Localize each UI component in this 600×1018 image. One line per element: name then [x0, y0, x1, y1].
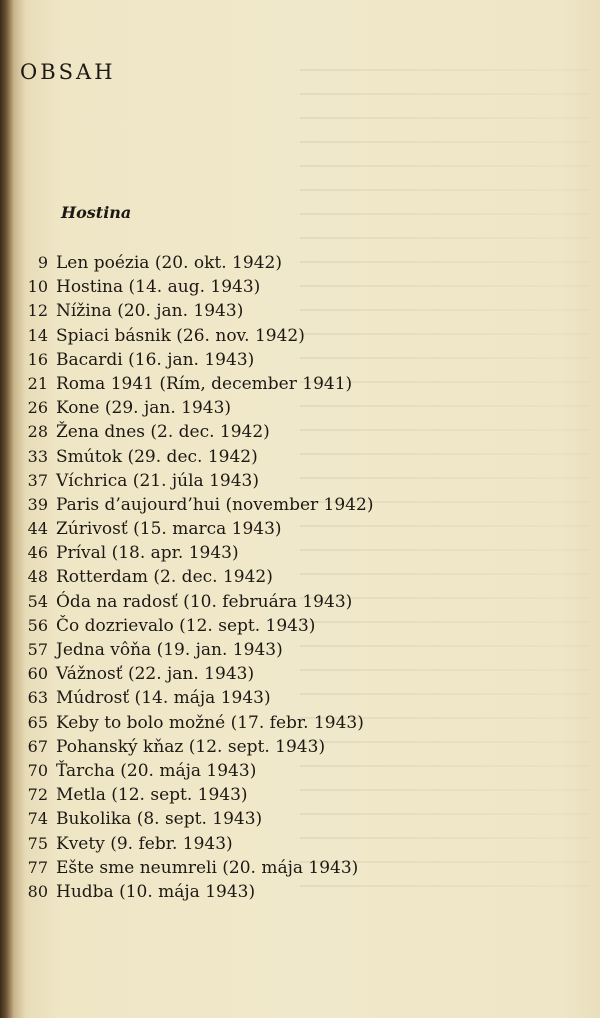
toc-page-number: 16 [27, 349, 48, 369]
toc-entry [10, 834, 373, 858]
toc-entry [10, 616, 373, 640]
toc-page-number: 10 [27, 277, 48, 297]
toc-page-number: 44 [27, 519, 48, 539]
toc-page-number: 26 [27, 398, 48, 418]
page-title: OBSAH [20, 60, 116, 84]
toc-page-number: 28 [27, 422, 48, 442]
toc-entry [10, 882, 373, 906]
toc-entry [10, 640, 373, 664]
toc-entry [10, 809, 373, 833]
toc-page-number: 77 [27, 857, 48, 877]
toc-page-number: 57 [27, 640, 48, 659]
toc-page-number: 72 [27, 785, 48, 805]
toc-entry [10, 688, 373, 712]
toc-entry [10, 664, 373, 688]
toc-page-number: 60 [27, 664, 48, 684]
section-heading: Hostina [61, 203, 132, 222]
toc-page-number: 12 [27, 301, 48, 321]
toc-entry-title: Čo dozrievalo (12. sept. 1943) [56, 615, 316, 636]
toc-entry [10, 785, 373, 809]
toc-page-number: 14 [27, 325, 48, 345]
toc-entry-title: Spiaci básnik (26. nov. 1942) [56, 325, 305, 346]
toc-entry [10, 398, 373, 422]
toc-entry-title: Víchrica (21. júla 1943) [56, 470, 259, 491]
toc-page-number: 56 [27, 615, 48, 635]
toc-entry [10, 471, 373, 495]
toc-entry-title: Nížina (20. jan. 1943) [56, 301, 244, 322]
toc-entry [10, 761, 373, 785]
toc-entry-title: Bacardi (16. jan. 1943) [56, 349, 255, 370]
toc-entry-title: Hostina (14. aug. 1943) [56, 277, 261, 298]
toc-entry-title: Roma 1941 (Rím, december 1941) [56, 373, 353, 394]
toc-entry-title: Ťarcha (20. mája 1943) [56, 760, 257, 781]
toc-entry [10, 858, 373, 882]
toc-entry-title: Žena dnes (2. dec. 1942) [56, 422, 270, 443]
toc-entry-title: Ešte sme neumreli (20. mája 1943) [56, 857, 359, 878]
toc-entry [10, 253, 373, 277]
toc-entry-title: Keby to bolo možné (17. febr. 1943) [56, 712, 364, 733]
toc-entry-title: Príval (18. apr. 1943) [56, 543, 239, 564]
toc-entry-title: Kvety (9. febr. 1943) [56, 833, 233, 854]
toc-entry [10, 519, 373, 543]
toc-page-number: 39 [27, 494, 48, 514]
toc-page-number: 67 [27, 736, 48, 756]
toc-page-number: 54 [27, 591, 48, 611]
toc-page-number: 74 [27, 809, 48, 829]
toc-entry-title: Múdrosť (14. mája 1943) [56, 688, 271, 709]
toc-entry [10, 737, 373, 761]
toc-entry-title: Bukolika (8. sept. 1943) [56, 809, 263, 830]
toc-page-number: 80 [27, 881, 48, 901]
toc-entry [10, 422, 373, 446]
table-of-contents [10, 253, 373, 906]
toc-entry [10, 592, 373, 616]
toc-entry [10, 567, 373, 591]
toc-entry-title: Óda na radosť (10. februára 1943) [56, 591, 353, 612]
toc-entry-title: Paris d’aujourd’hui (november 1942) [56, 494, 374, 515]
toc-entry [10, 350, 373, 374]
toc-entry [10, 447, 373, 471]
toc-page-number: 75 [27, 833, 48, 853]
toc-entry-title: Vážnosť (22. jan. 1943) [56, 664, 255, 685]
toc-entry-title: Len poézia (20. okt. 1942) [56, 253, 282, 273]
toc-entry [10, 374, 373, 398]
toc-entry [10, 277, 373, 301]
toc-page-number: 21 [27, 373, 48, 393]
toc-page-number: 48 [27, 567, 48, 587]
toc-page-number: 46 [27, 543, 48, 563]
toc-entry [10, 713, 373, 737]
toc-entry [10, 543, 373, 567]
toc-entry-title: Smútok (29. dec. 1942) [56, 446, 258, 467]
toc-page-number: 37 [27, 470, 48, 490]
toc-page-number: 70 [27, 760, 48, 780]
toc-entry-title: Metla (12. sept. 1943) [56, 785, 248, 806]
toc-page-number: 33 [27, 446, 48, 466]
toc-entry-title: Zúrivosť (15. marca 1943) [56, 519, 282, 540]
toc-entry-title: Pohanský kňaz (12. sept. 1943) [56, 736, 326, 757]
toc-page-number: 65 [27, 712, 48, 732]
toc-entry [10, 495, 373, 519]
toc-page-number: 9 [37, 253, 48, 272]
toc-entry-title: Rotterdam (2. dec. 1942) [56, 567, 273, 588]
toc-entry [10, 326, 373, 350]
toc-page-number: 63 [27, 688, 48, 708]
toc-entry [10, 301, 373, 325]
toc-entry-title: Jedna vôňa (19. jan. 1943) [56, 640, 283, 660]
toc-entry-title: Hudba (10. mája 1943) [56, 881, 256, 902]
toc-entry-title: Kone (29. jan. 1943) [56, 398, 232, 419]
